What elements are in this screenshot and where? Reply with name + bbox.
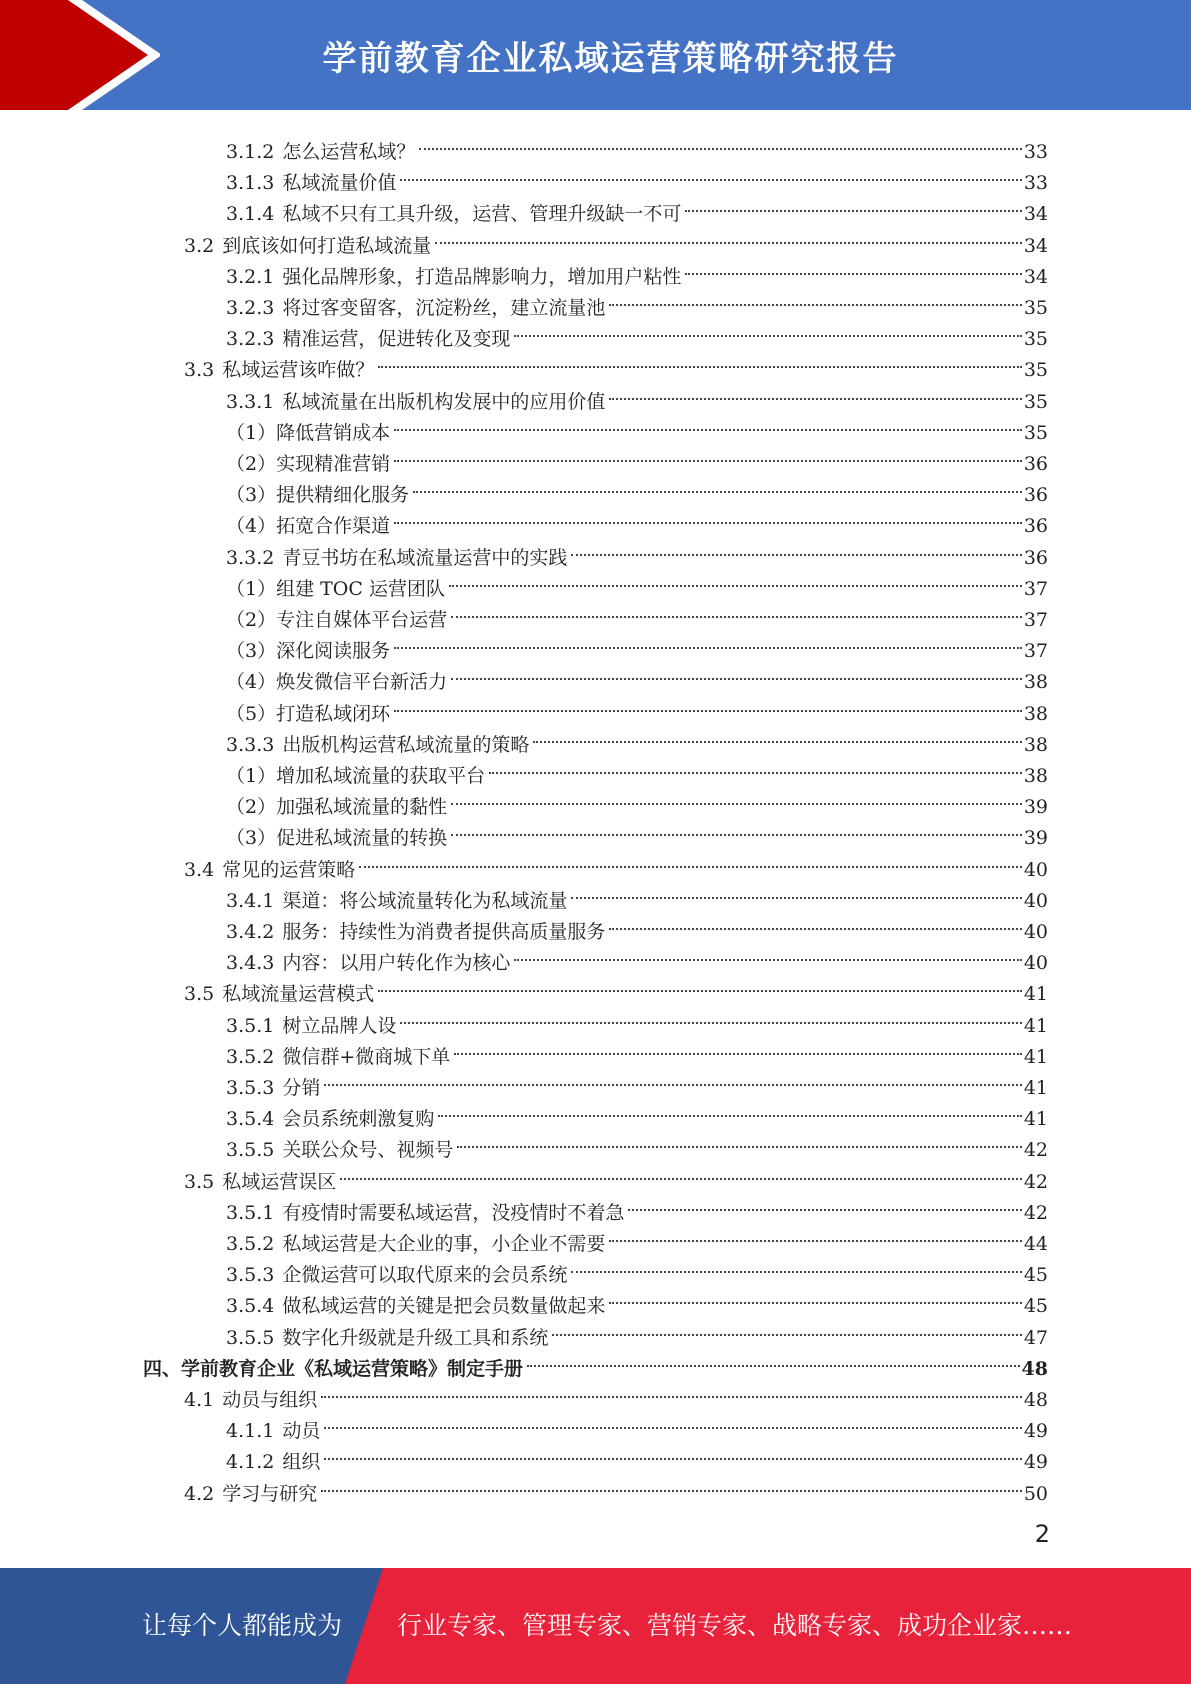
toc-leader-dots <box>400 1001 1021 1032</box>
toc-entry[interactable] <box>226 158 1048 195</box>
toc-entry[interactable] <box>226 377 1048 413</box>
toc-entry-page: 36 <box>1023 453 1048 475</box>
toc-leader-dots <box>609 377 1021 408</box>
toc-leader-dots <box>514 938 1021 969</box>
toc-entry-page: 35 <box>1023 421 1048 444</box>
toc-entry[interactable] <box>226 689 1048 725</box>
toc-leader-dots <box>451 657 1022 688</box>
toc-entry-title: （1）降低营销成本 <box>226 421 391 444</box>
toc-entry[interactable] <box>184 845 1048 881</box>
toc-entry[interactable] <box>226 283 1048 319</box>
toc-leader-dots <box>324 1437 1021 1468</box>
toc-entry-title: （4）焕发微信平台新活力 <box>226 671 448 694</box>
toc-entry-number: 3.2 <box>184 234 215 257</box>
toc-entry-number: 3.1.2 <box>226 141 275 163</box>
toc-entry-number: 3.3.1 <box>226 390 275 413</box>
toc-leader-dots <box>457 1125 1021 1156</box>
toc-entry[interactable] <box>226 751 1048 787</box>
toc-entry-title: 强化品牌形象，打造品牌影响力，增加用户粘性 <box>282 265 682 288</box>
toc-entry-title: （2）加强私域流量的黏性 <box>226 796 448 819</box>
toc-entry-number: 3.5.3 <box>226 1264 275 1287</box>
toc-entry-number: 3.3.3 <box>226 733 275 756</box>
toc-entry-number: 4.1.2 <box>226 1451 275 1474</box>
toc-entry-page: 40 <box>1023 889 1048 912</box>
toc-leader-dots <box>527 1344 1020 1375</box>
toc-entry-title: 企微运营可以取代原来的会员系统 <box>282 1264 568 1287</box>
toc-leader-dots <box>628 1188 1021 1219</box>
toc-entry-title: 私域不只有工具升级，运营、管理升级缺一不可 <box>282 203 682 226</box>
toc-entry-page: 45 <box>1023 1264 1048 1287</box>
toc-entry-page: 50 <box>1023 1482 1048 1505</box>
toc-entry-page: 42 <box>1023 1170 1048 1193</box>
toc-leader-dots <box>378 969 1022 1000</box>
toc-entry-title: 学习与研究 <box>222 1482 318 1505</box>
toc-entry[interactable] <box>226 938 1048 975</box>
toc-entry-page: 35 <box>1023 359 1048 382</box>
toc-leader-dots <box>435 221 1022 252</box>
toc-entry-number: 3.5.4 <box>226 1295 275 1318</box>
toc-entry-title: （1）增加私域流量的获取平台 <box>226 765 486 787</box>
toc-entry-page: 35 <box>1023 390 1048 413</box>
toc-entry-page: 44 <box>1023 1233 1048 1255</box>
toc-entry[interactable] <box>226 1437 1048 1474</box>
toc-entry-title: 分销 <box>282 1077 321 1099</box>
toc-entry-title: 关联公众号、视频号 <box>282 1139 454 1162</box>
toc-leader-dots <box>413 470 1022 501</box>
toc-entry[interactable] <box>143 1344 1048 1380</box>
toc-leader-dots <box>324 1406 1021 1437</box>
toc-entry-title: 四、学前教育企业《私域运营策略》制定手册 <box>143 1357 524 1380</box>
toc-entry-number: 3.5.5 <box>226 1139 275 1162</box>
toc-leader-dots <box>571 1250 1021 1281</box>
toc-entry-number: 4.1.1 <box>226 1420 275 1443</box>
toc-entry-title: 微信群+微商城下单 <box>282 1045 451 1068</box>
toc-entry-number: 3.5.4 <box>226 1108 275 1131</box>
toc-entry-page: 39 <box>1023 827 1048 850</box>
toc-entry-title: 树立品牌人设 <box>282 1014 397 1037</box>
toc-entry-page: 35 <box>1023 328 1048 351</box>
toc-leader-dots <box>321 1375 1022 1406</box>
toc-entry-title: 组织 <box>282 1451 321 1474</box>
toc-entry-number: 3.5.5 <box>226 1326 275 1349</box>
toc-leader-dots <box>394 501 1022 532</box>
toc-entry-page: 38 <box>1023 733 1048 756</box>
toc-entry[interactable] <box>226 907 1048 943</box>
toc-entry-number: 4.1 <box>184 1389 215 1411</box>
toc-entry-title: 出版机构运营私域流量的策略 <box>282 733 530 756</box>
toc-entry-page: 37 <box>1023 609 1048 631</box>
toc-entry-page: 42 <box>1023 1139 1048 1162</box>
toc-entry[interactable] <box>226 533 1048 569</box>
toc-entry-title: 动员 <box>282 1420 321 1443</box>
toc-leader-dots <box>438 1094 1021 1125</box>
toc-entry-page: 49 <box>1023 1451 1048 1474</box>
toc-leader-dots <box>609 283 1021 314</box>
toc-entry-page: 33 <box>1023 172 1048 195</box>
toc-leader-dots <box>451 782 1022 813</box>
toc-entry-title: 会员系统刺激复购 <box>282 1108 435 1131</box>
toc-leader-dots <box>419 127 1021 158</box>
toc-leader-dots <box>571 876 1021 907</box>
toc-entry[interactable] <box>226 470 1048 507</box>
toc-entry-title: （2）实现精准营销 <box>226 453 391 475</box>
toc-leader-dots <box>340 1157 1022 1188</box>
toc-entry-page: 40 <box>1023 858 1048 881</box>
footer-slogan-right: 行业专家、管理专家、营销专家、战略专家、成功企业家…… <box>397 1611 1073 1640</box>
toc-entry-number: 3.5.2 <box>226 1045 275 1068</box>
toc-entry-title: （3）促进私域流量的转换 <box>226 827 448 850</box>
toc-entry[interactable] <box>184 1375 1048 1411</box>
toc-leader-dots <box>378 345 1022 376</box>
toc-entry-page: 39 <box>1023 796 1048 819</box>
toc-leader-dots <box>685 189 1021 220</box>
toc-entry-title: 私域流量在出版机构发展中的应用价值 <box>282 390 606 413</box>
toc-entry-title: （3）提供精细化服务 <box>226 484 410 507</box>
toc-entry-page: 42 <box>1023 1201 1048 1224</box>
toc-entry[interactable] <box>184 221 1048 257</box>
toc-entry-number: 3.2.3 <box>226 297 275 319</box>
toc-entry-page: 48 <box>1021 1357 1048 1380</box>
toc-entry[interactable] <box>226 1001 1048 1037</box>
toc-leader-dots <box>359 845 1022 876</box>
document-title: 学前教育企业私域运营策略研究报告 <box>322 38 899 79</box>
toc-entry[interactable] <box>226 501 1048 538</box>
toc-entry-title: 将过客变留客，沉淀粉丝，建立流量池 <box>282 297 606 319</box>
toc-leader-dots <box>609 907 1021 938</box>
toc-entry[interactable] <box>226 127 1048 163</box>
toc-entry[interactable] <box>226 595 1048 631</box>
toc-entry-page: 40 <box>1023 952 1048 975</box>
toc-entry-number: 3.5.3 <box>226 1077 275 1099</box>
toc-leader-dots <box>533 720 1021 751</box>
toc-entry-number: 3.5.1 <box>226 1201 275 1224</box>
toc-entry-title: 私域流量价值 <box>282 172 397 195</box>
toc-entry-page: 36 <box>1023 515 1048 538</box>
toc-entry-title: 到底该如何打造私域流量 <box>222 234 432 257</box>
toc-entry-number: 3.3 <box>184 359 215 382</box>
toc-entry-number: 3.4.1 <box>226 889 275 912</box>
toc-entry[interactable] <box>226 252 1048 288</box>
toc-entry[interactable] <box>226 439 1048 475</box>
toc-entry-number: 3.2.1 <box>226 265 275 288</box>
toc-entry[interactable] <box>226 1313 1048 1349</box>
toc-entry-number: 3.1.4 <box>226 203 275 226</box>
toc-entry-title: 数字化升级就是升级工具和系统 <box>282 1326 549 1349</box>
toc-entry[interactable] <box>226 1281 1048 1318</box>
toc-entry[interactable] <box>226 813 1048 850</box>
toc-entry-title: 私域运营是大企业的事，小企业不需要 <box>282 1233 606 1255</box>
toc-leader-dots <box>321 1469 1022 1500</box>
toc-entry-number: 3.3.2 <box>226 546 275 569</box>
toc-entry-page: 41 <box>1023 1045 1048 1068</box>
toc-entry-number: 3.2.3 <box>226 328 275 351</box>
toc-leader-dots <box>394 689 1022 720</box>
toc-entry-number: 3.5 <box>184 983 215 1006</box>
toc-entry-title: 常见的运营策略 <box>222 858 356 881</box>
toc-entry[interactable] <box>184 969 1048 1006</box>
toc-entry-page: 35 <box>1023 297 1048 319</box>
toc-entry[interactable] <box>226 626 1048 663</box>
toc-entry-page: 37 <box>1023 577 1048 600</box>
toc-entry-page: 38 <box>1023 765 1048 787</box>
toc-entry-title: 渠道：将公域流量转化为私域流量 <box>282 889 568 912</box>
toc-entry-page: 48 <box>1023 1389 1048 1411</box>
toc-entry[interactable] <box>226 1188 1048 1224</box>
toc-entry-title: 做私域运营的关键是把会员数量做起来 <box>282 1295 606 1318</box>
toc-entry-title: 内容：以用户转化作为核心 <box>282 952 511 975</box>
toc-entry-number: 3.5.2 <box>226 1233 275 1255</box>
toc-entry-page: 34 <box>1023 234 1048 257</box>
footer-banner <box>0 1568 1191 1684</box>
toc-entry-page: 41 <box>1023 1108 1048 1131</box>
toc-entry[interactable] <box>226 657 1048 694</box>
toc-leader-dots <box>324 1063 1021 1094</box>
toc-entry[interactable] <box>226 314 1048 351</box>
toc-entry[interactable] <box>184 1469 1048 1505</box>
toc-entry-number: 3.4.2 <box>226 921 275 943</box>
toc-entry-page: 41 <box>1023 983 1048 1006</box>
toc-entry[interactable] <box>226 720 1048 756</box>
toc-entry[interactable] <box>226 1063 1048 1099</box>
toc-entry-page: 34 <box>1023 203 1048 226</box>
toc-entry-number: 4.2 <box>184 1482 215 1505</box>
toc-entry-title: 私域运营误区 <box>222 1170 337 1193</box>
toc-entry-page: 45 <box>1023 1295 1048 1318</box>
toc-leader-dots <box>394 439 1022 470</box>
toc-leader-dots <box>449 564 1022 595</box>
toc-leader-dots <box>609 1219 1021 1250</box>
toc-entry-number: 3.4.3 <box>226 952 275 975</box>
toc-entry-title: （2）专注自媒体平台运营 <box>226 609 448 631</box>
toc-leader-dots <box>394 408 1022 439</box>
toc-entry-number: 3.1.3 <box>226 172 275 195</box>
toc-entry-page: 49 <box>1023 1420 1048 1443</box>
toc-entry[interactable] <box>226 564 1048 600</box>
toc-entry-page: 36 <box>1023 546 1048 569</box>
toc-entry-page: 47 <box>1023 1326 1048 1349</box>
toc-entry-page: 38 <box>1023 671 1048 694</box>
toc-entry-page: 41 <box>1023 1077 1048 1099</box>
toc-entry[interactable] <box>184 1157 1048 1193</box>
toc-entry-title: 服务：持续性为消费者提供高质量服务 <box>282 921 606 943</box>
toc-entry-number: 3.4 <box>184 858 215 881</box>
toc-leader-dots <box>451 595 1022 626</box>
toc-leader-dots <box>451 813 1022 844</box>
toc-entry-page: 41 <box>1023 1014 1048 1037</box>
toc-leader-dots <box>394 626 1022 657</box>
toc-leader-dots <box>400 158 1021 189</box>
toc-entry-title: 青豆书坊在私域流量运营中的实践 <box>282 546 568 569</box>
toc-entry[interactable] <box>226 1094 1048 1131</box>
toc-entry[interactable] <box>226 1219 1048 1255</box>
toc-entry-title: （4）拓宽合作渠道 <box>226 515 391 538</box>
toc-entry-title: 动员与组织 <box>222 1389 318 1411</box>
toc-entry-page: 40 <box>1023 921 1048 943</box>
toc-entry-number: 3.5.1 <box>226 1014 275 1037</box>
toc-entry-number: 3.5 <box>184 1170 215 1193</box>
toc-entry-title: 私域流量运营模式 <box>222 983 375 1006</box>
toc-entry[interactable] <box>226 1032 1048 1068</box>
toc-entry[interactable] <box>184 345 1048 382</box>
toc-entry[interactable] <box>226 876 1048 912</box>
footer-slogan-left: 让每个人都能成为 <box>142 1611 343 1640</box>
toc-entry-title: 精准运营，促进转化及变现 <box>282 328 511 351</box>
toc-leader-dots <box>489 751 1022 782</box>
toc-leader-dots <box>454 1032 1022 1063</box>
toc-entry-title: 有疫情时需要私域运营，没疫情时不着急 <box>282 1201 625 1224</box>
toc-entry-title: （1）组建 TOC 运营团队 <box>226 577 445 600</box>
toc-entry-title: 私域运营该咋做？ <box>222 359 375 382</box>
toc-entry[interactable] <box>226 782 1048 819</box>
toc-leader-dots <box>609 1281 1021 1312</box>
toc-entry[interactable] <box>226 1125 1048 1162</box>
toc-entry[interactable] <box>226 1250 1048 1287</box>
toc-entry[interactable] <box>226 189 1048 226</box>
toc-entry[interactable] <box>226 1406 1048 1443</box>
toc-entry-page: 36 <box>1023 484 1048 507</box>
page-number: 2 <box>1034 1520 1050 1548</box>
header-banner <box>0 0 1191 110</box>
toc-leader-dots <box>571 533 1021 564</box>
toc-entry-title: （3）深化阅读服务 <box>226 640 391 663</box>
toc-entry-title: （5）打造私域闭环 <box>226 702 391 725</box>
toc-leader-dots <box>685 252 1021 283</box>
toc-entry-page: 37 <box>1023 640 1048 663</box>
toc-entry-page: 34 <box>1023 265 1048 288</box>
toc-leader-dots <box>552 1313 1021 1344</box>
toc-entry-page: 33 <box>1023 141 1048 163</box>
toc-entry-title: 怎么运营私域？ <box>282 141 416 163</box>
toc-entry-page: 38 <box>1023 702 1048 725</box>
toc-leader-dots <box>514 314 1021 345</box>
toc-entry[interactable] <box>226 408 1048 444</box>
